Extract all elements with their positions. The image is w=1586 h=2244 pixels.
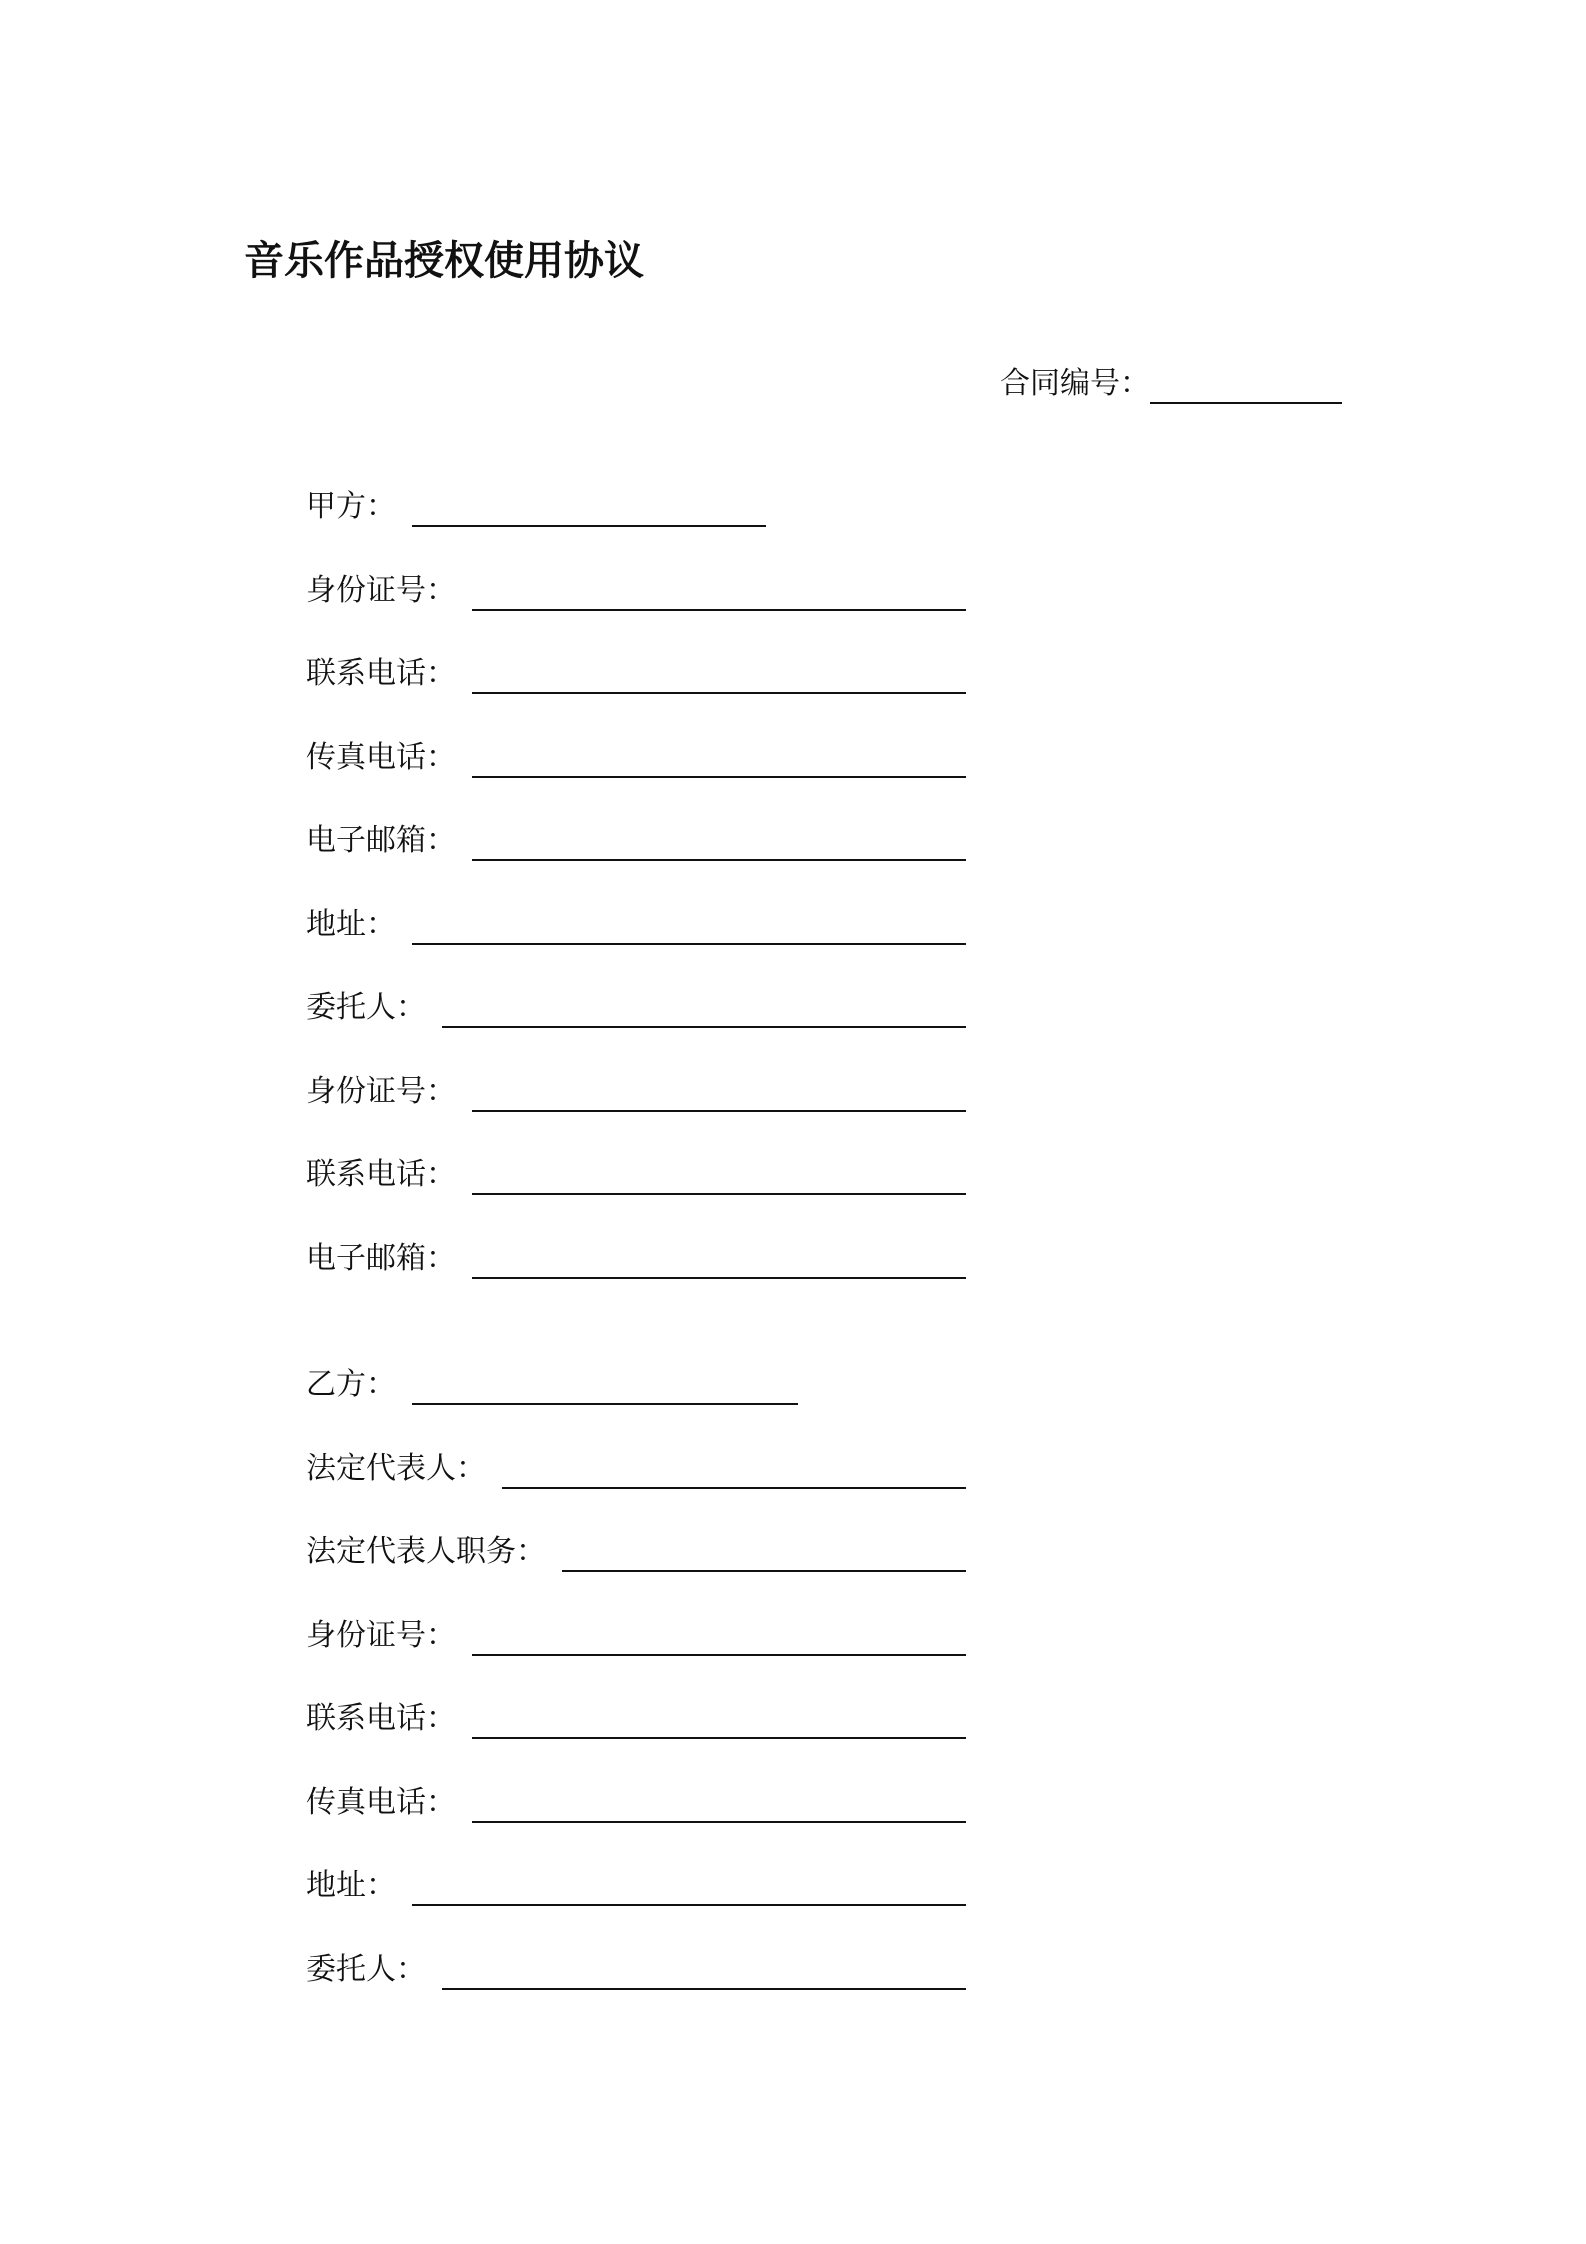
contract-number-label: 合同编号： bbox=[1000, 366, 1150, 401]
field-label: 乙方： bbox=[306, 1367, 396, 1402]
field-label: 电子邮箱： bbox=[306, 823, 456, 858]
field-label: 联系电话： bbox=[306, 1701, 456, 1736]
party-a-name-field[interactable] bbox=[412, 485, 766, 527]
party-a-fax-field[interactable] bbox=[472, 736, 966, 778]
party-b-fax-row bbox=[306, 1783, 966, 1823]
field-label: 甲方： bbox=[306, 489, 396, 524]
field-label: 身份证号： bbox=[306, 1073, 456, 1109]
party-a-agent-phone-field[interactable] bbox=[472, 1153, 966, 1195]
field-label: 地址： bbox=[306, 906, 396, 942]
party-b-agent-field[interactable] bbox=[442, 1948, 966, 1990]
party-b-legal-rep-row bbox=[306, 1449, 966, 1489]
party-b-address-field[interactable] bbox=[412, 1864, 966, 1906]
field-label: 电子邮箱： bbox=[306, 1240, 456, 1276]
party-a-agent-phone-row bbox=[306, 1155, 966, 1195]
party-a-agent-row bbox=[306, 988, 966, 1028]
party-b-legal-rep-title-field[interactable] bbox=[562, 1530, 966, 1572]
field-label: 联系电话： bbox=[306, 1157, 456, 1192]
party-b-id-row bbox=[306, 1616, 966, 1656]
party-b-id-field[interactable] bbox=[472, 1614, 966, 1656]
party-a-phone-field[interactable] bbox=[472, 652, 966, 694]
party-b-fax-field[interactable] bbox=[472, 1781, 966, 1823]
contract-number-row bbox=[1000, 362, 1342, 404]
party-b-phone-field[interactable] bbox=[472, 1697, 966, 1739]
party-b-legal-rep-field[interactable] bbox=[502, 1447, 966, 1489]
party-a-id-row bbox=[306, 571, 966, 611]
field-label: 身份证号： bbox=[306, 572, 456, 608]
document-title: 音乐作品授权使用协议 bbox=[244, 238, 644, 284]
party-a-email-row bbox=[306, 821, 966, 861]
field-label: 传真电话： bbox=[306, 739, 456, 775]
party-a-address-field[interactable] bbox=[412, 903, 966, 945]
party-a-agent-email-row bbox=[306, 1239, 966, 1279]
party-b-name-row bbox=[306, 1365, 966, 1405]
party-b-section bbox=[306, 1365, 966, 2033]
contract-number-field[interactable] bbox=[1150, 362, 1342, 404]
field-label: 法定代表人职务： bbox=[306, 1534, 546, 1569]
party-a-agent-field[interactable] bbox=[442, 986, 966, 1028]
field-label: 地址： bbox=[306, 1868, 396, 1903]
field-label: 传真电话： bbox=[306, 1784, 456, 1820]
party-a-id-field[interactable] bbox=[472, 569, 966, 611]
party-a-address-row bbox=[306, 905, 966, 945]
field-label: 委托人： bbox=[306, 990, 426, 1025]
field-label: 身份证号： bbox=[306, 1617, 456, 1653]
party-a-email-field[interactable] bbox=[472, 819, 966, 861]
party-b-address-row bbox=[306, 1866, 966, 1906]
party-a-phone-row bbox=[306, 654, 966, 694]
party-b-agent-row bbox=[306, 1950, 966, 1990]
party-b-phone-row bbox=[306, 1699, 966, 1739]
party-b-name-field[interactable] bbox=[412, 1363, 798, 1405]
field-label: 委托人： bbox=[306, 1951, 426, 1987]
party-a-agent-id-row bbox=[306, 1072, 966, 1112]
party-a-agent-email-field[interactable] bbox=[472, 1237, 966, 1279]
field-label: 联系电话： bbox=[306, 656, 456, 691]
field-label: 法定代表人： bbox=[306, 1450, 486, 1486]
party-a-fax-row bbox=[306, 738, 966, 778]
party-b-legal-rep-title-row bbox=[306, 1532, 966, 1572]
party-a-section bbox=[306, 487, 966, 1322]
party-a-agent-id-field[interactable] bbox=[472, 1070, 966, 1112]
party-a-name-row bbox=[306, 487, 966, 527]
